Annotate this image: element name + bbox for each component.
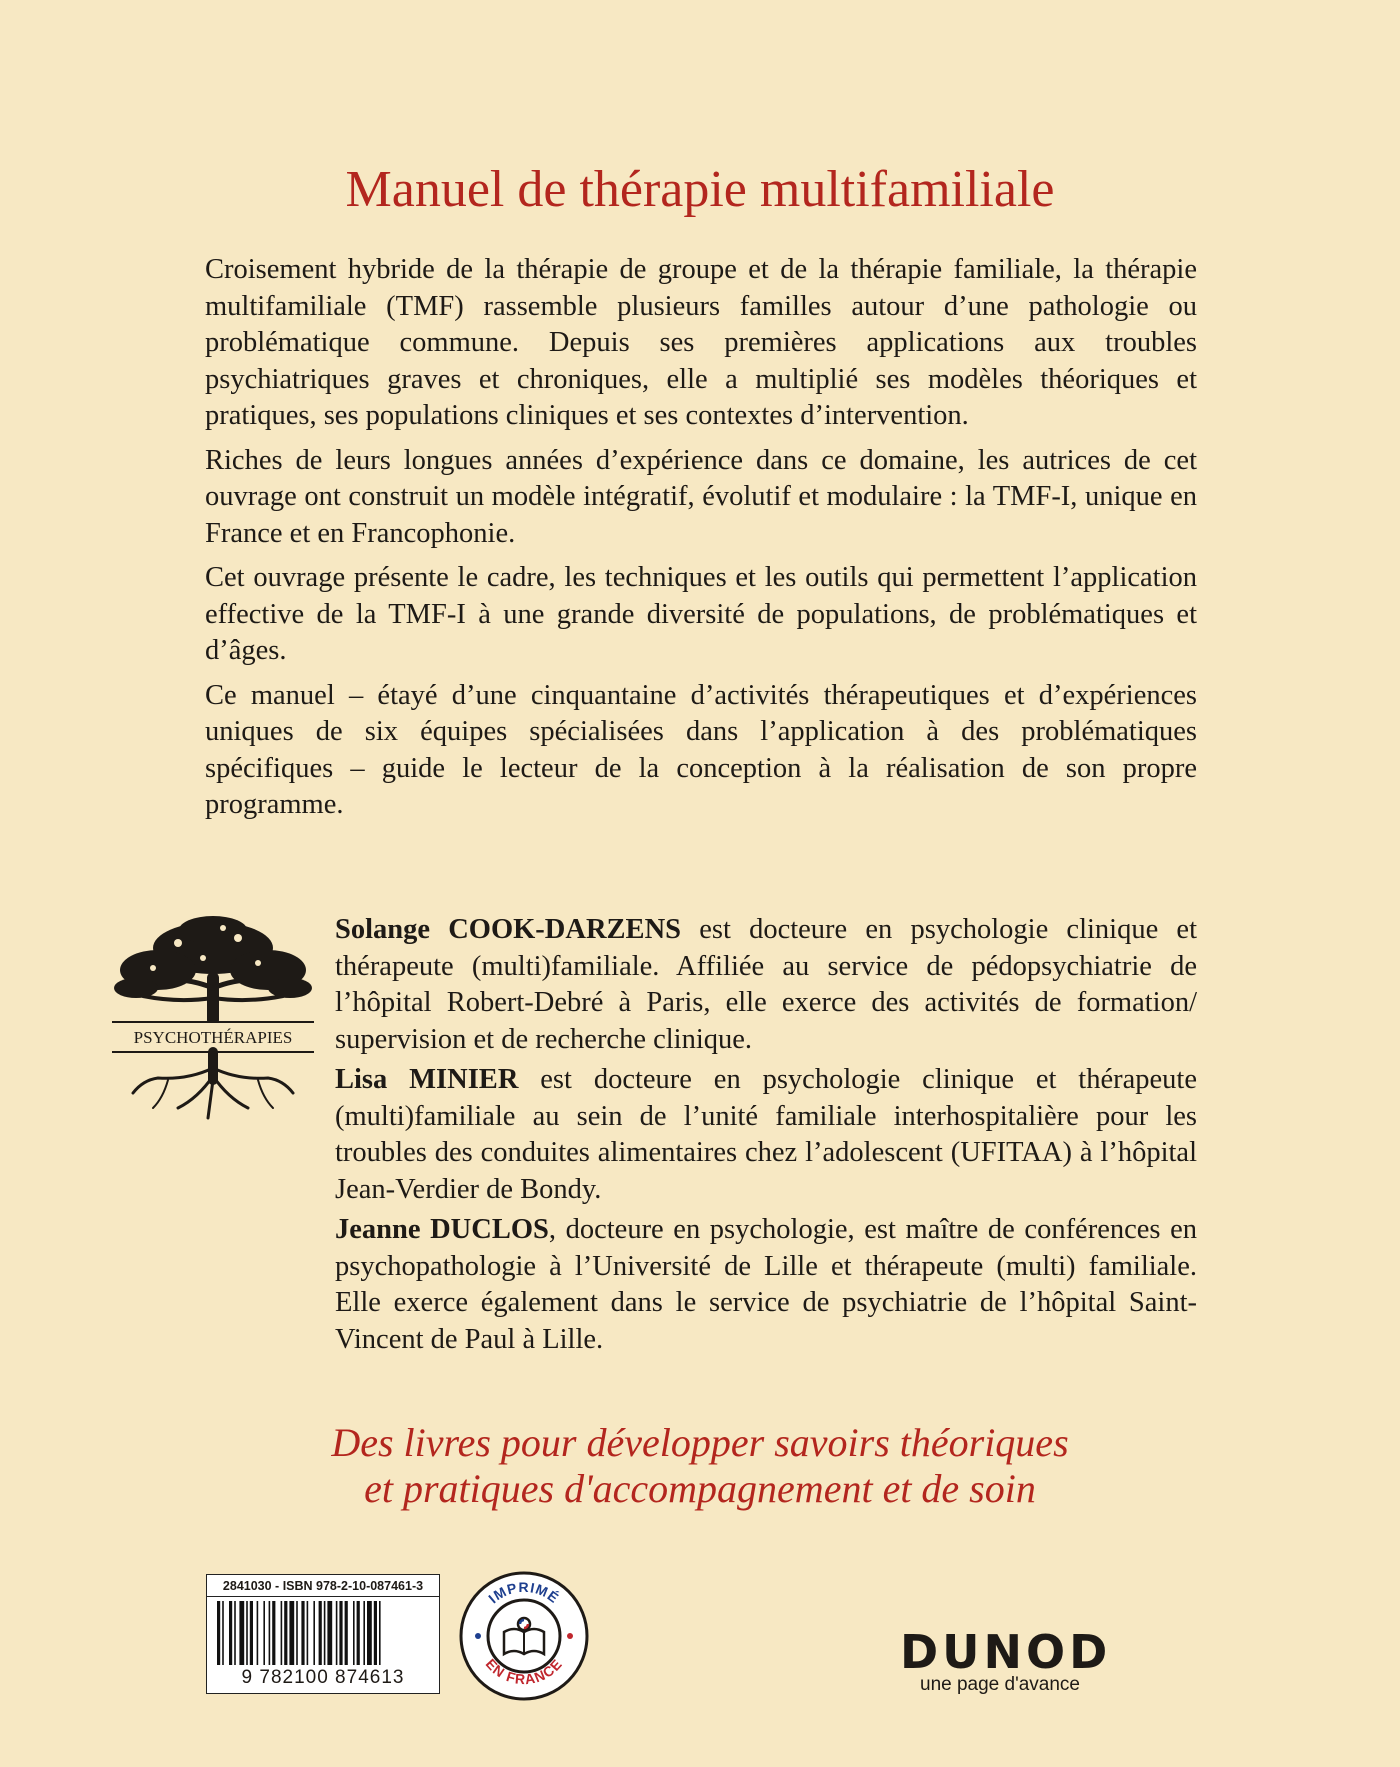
publisher-slogan: une page d'avance [920,1674,1080,1695]
book-description [205,252,1197,832]
isbn-label: 2841030 - ISBN 978-2-10-087461-3 [207,1579,439,1597]
publisher-logo [900,1625,1112,1696]
book-title: Manuel de thérapie multifamiliale [345,161,1055,218]
collection-tagline [0,1420,1400,1512]
description-paragraph: Ce manuel – étayé d’une cinquantaine d’activités thérapeutiques et d’expériences uniques de six équipes spécialisées dans l’application à des problématiques spécifiques – guide le lecteur de la conception à la réalisation de son propre programme. [205,679,1197,820]
author-description: , docteure en psychologie, est maître de conférences en psychopathologie à l’Université de Lille et thérapeute (multi) familiale. Elle exerce également dans le service de psychiatrie de l’hôpital Saint-Vincent de Paul à Lille. [335,1214,1197,1355]
description-paragraph: Croisement hybride de la thérapie de groupe et de la thérapie familiale, la thérapie multifamiliale (TMF) rassemble plusieurs familles autour d’une pathologie ou problématique commune. Depuis ses premières applications aux troubles psychiatriques graves et chroniques, elle a multiplié ses modèles théoriques et pratiques, ses populations cliniques et ses contextes d’intervention. [205,254,1197,431]
author-bio [335,1212,1197,1358]
author-description: est docteure en psychologie clinique et thérapeute (multi)familiale. Affiliée au service de pédopsychiatrie de l’hôpital Robert-Debré à Paris, elle exerce des activités de formation/ supervision et de recherche clinique. [335,914,1197,1055]
author-bios [335,912,1197,1362]
barcode-bars [217,1601,429,1665]
author-bio [335,912,1197,1058]
imprime-en-france-seal-icon [458,1570,590,1702]
tagline-line: Des livres pour développer savoirs théoriques [331,1420,1069,1465]
isbn-digits: 9 782100 874613 [241,1667,405,1688]
publisher-name: DUNOD [900,1625,1112,1679]
author-name: Jeanne DUCLOS [335,1214,549,1245]
author-description: est docteure en psychologie clinique et thérapeute (multi)familiale au sein de l’unité familiale interhospitalière pour les troubles des conduites alimentaires chez l’adolescent (UFITAA) à l’hôpital Jean-Verdier de Bondy. [335,1064,1197,1205]
author-name: Solange COOK-DARZENS [335,914,681,945]
author-bio [335,1062,1197,1208]
seal-bottom-text: EN FRANCE [482,1655,566,1688]
tagline-line: et pratiques d'accompagnement et de soin [364,1466,1036,1511]
seal-top-text: IMPRIMÉ [485,1579,563,1607]
isbn-barcode [206,1574,440,1694]
collection-label: PSYCHOTHÉRAPIES [133,1028,293,1047]
description-paragraph: Riches de leurs longues années d’expérience dans ce domaine, les autrices de cet ouvrage ont construit un modèle intégratif, évolutif et modulaire : la TMF-I, unique en France et en Francophonie. [205,444,1197,549]
tree-emblem-icon [108,908,318,1128]
author-name: Lisa MINIER [335,1064,519,1095]
description-paragraph: Cet ouvrage présente le cadre, les techniques et les outils qui permettent l’application effective de la TMF-I à une grande diversité de populations, de problématiques et d’âges. [205,562,1197,666]
